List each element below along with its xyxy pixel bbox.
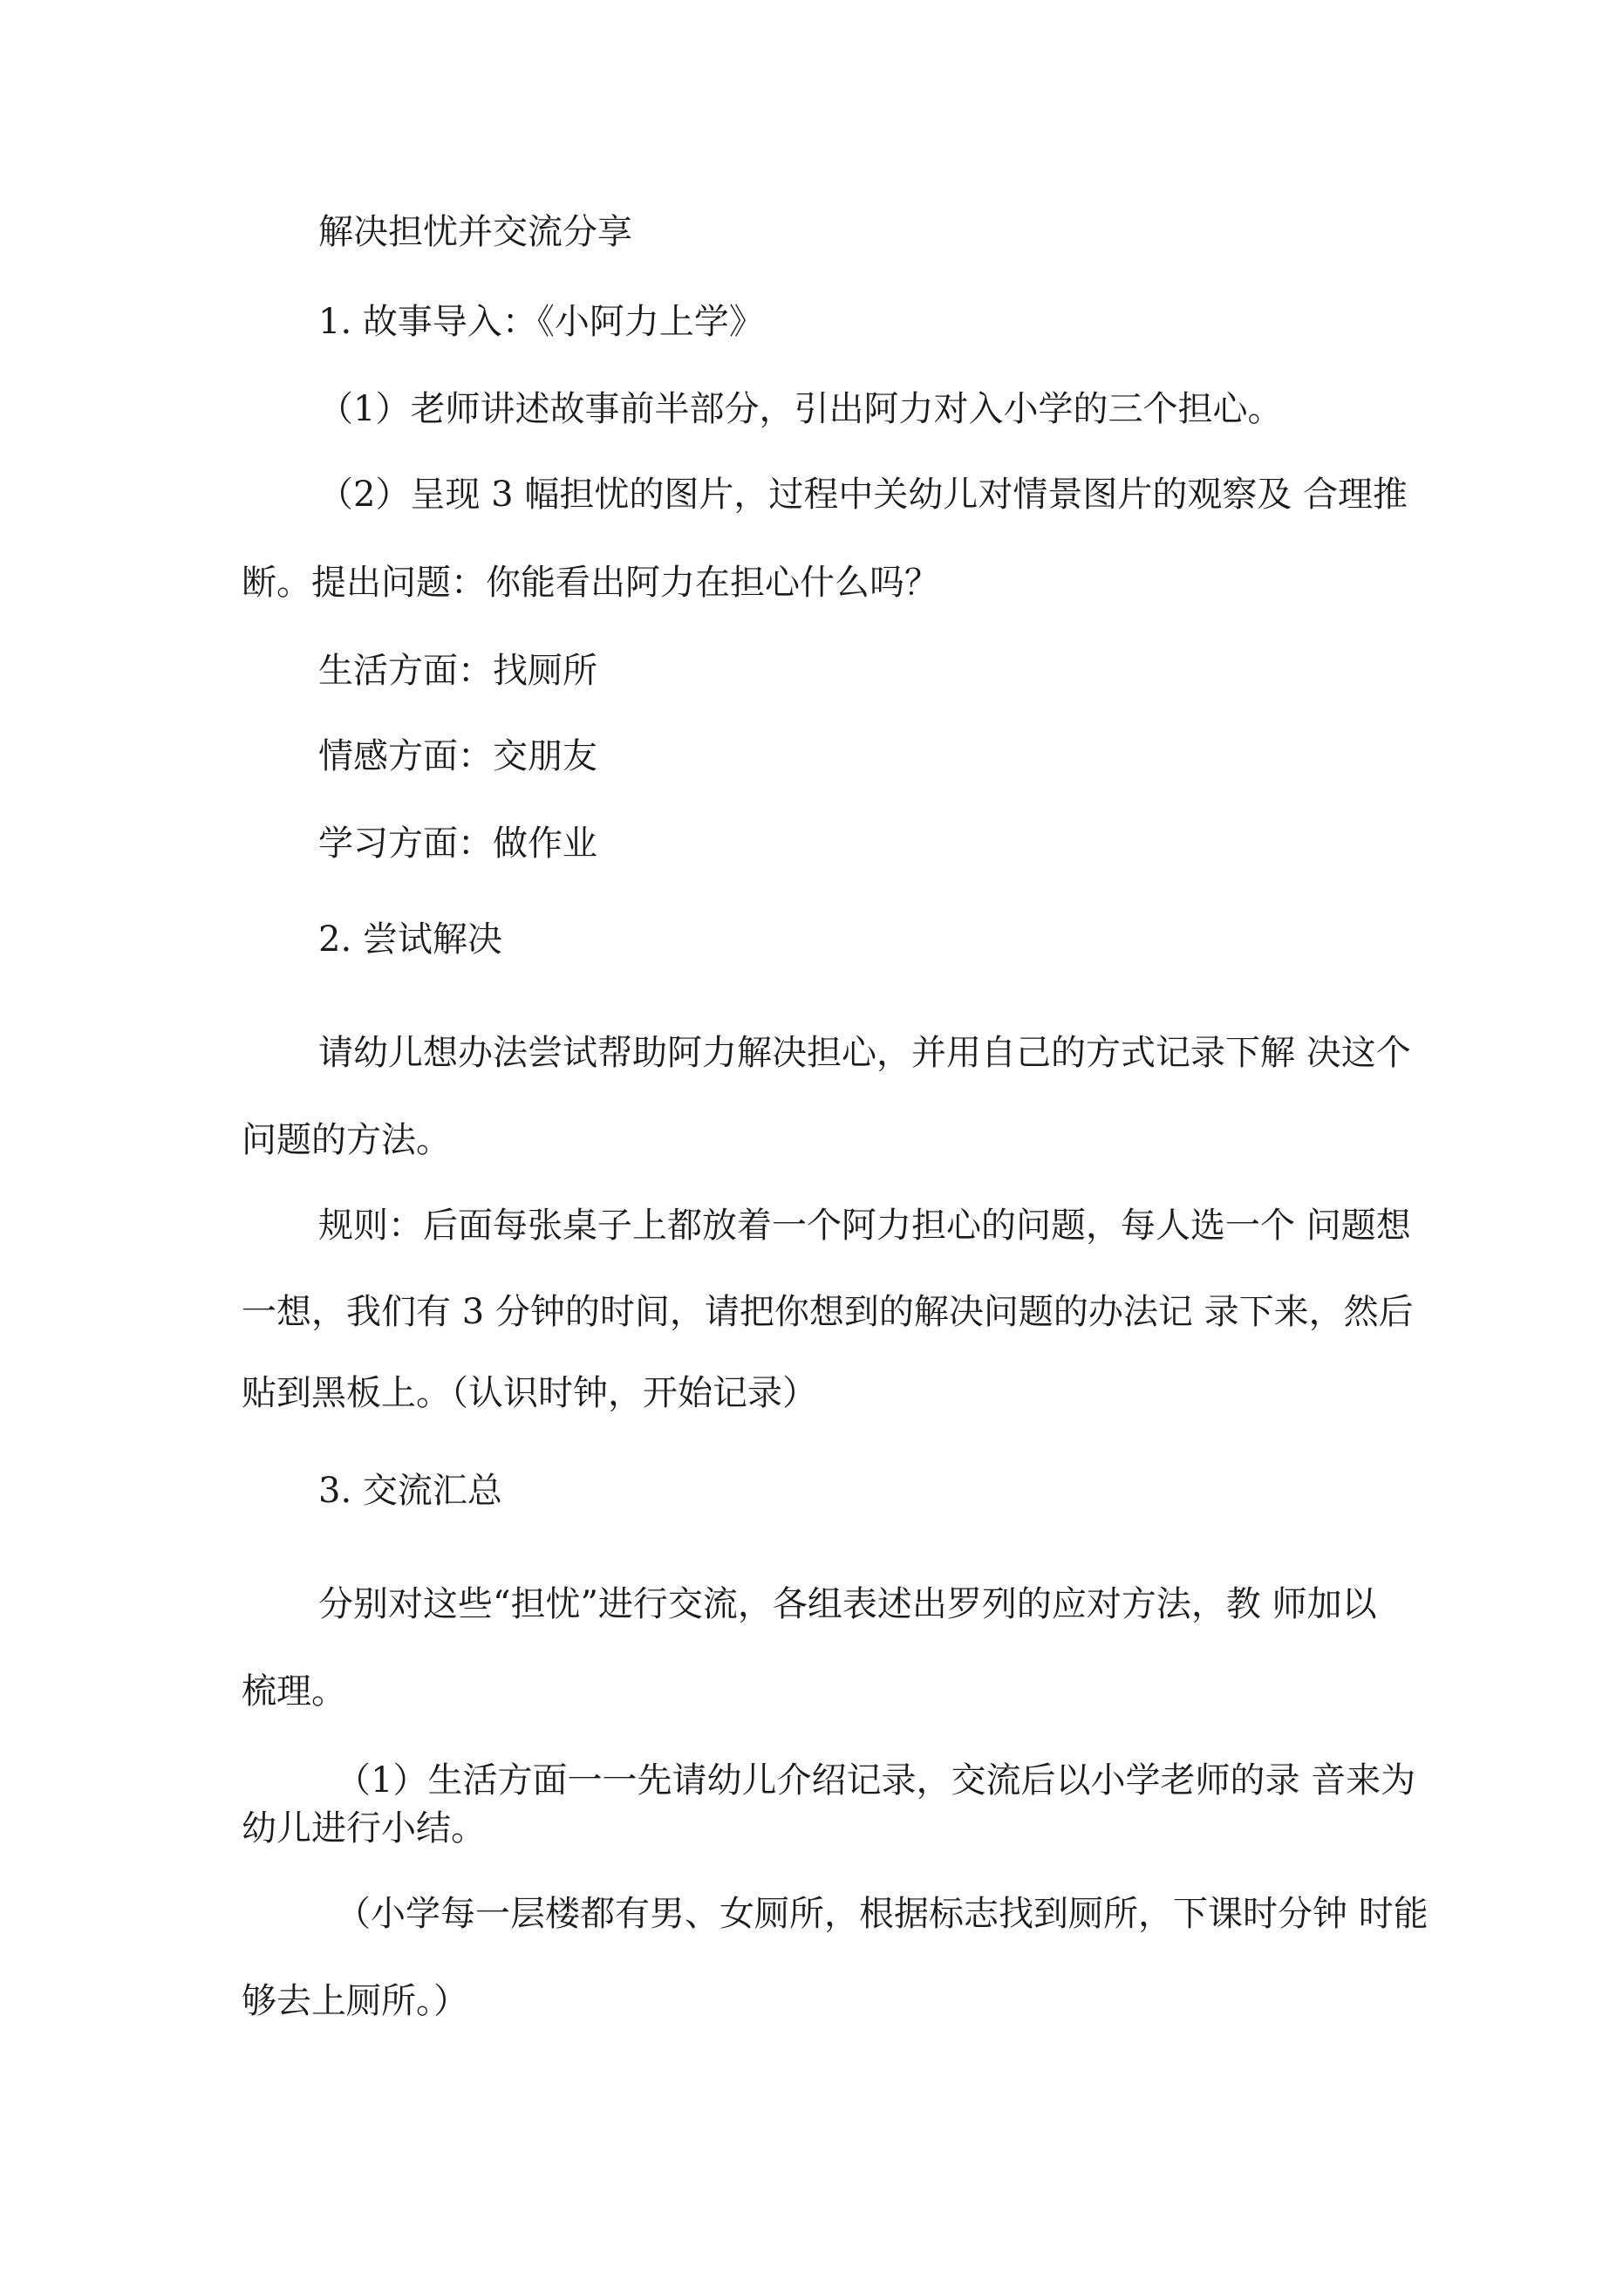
- section-3-title: 3. 交流汇总: [318, 1471, 502, 1511]
- section-3-item-1-line-1: （1）生活方面一一先请幼儿介绍记录，交流后以小学老师的录 音来为: [336, 1760, 1416, 1801]
- note-line-1: （小学每一层楼都有男、女厕所，根据标志找到厕所，下课时分钟 时能: [336, 1894, 1429, 1934]
- section-1-item-2-line-2: 断。提出问题：你能看出阿力在担心什么吗？: [242, 563, 939, 603]
- worry-study: 学习方面：做作业: [318, 823, 597, 864]
- section-1-title: 1. 故事导入：《小阿力上学》: [318, 302, 764, 342]
- section-3-para-line-1: 分别对这些“担忧”进行交流，各组表述出罗列的应对方法，教 师加以: [318, 1584, 1377, 1624]
- note-line-2: 够去上厕所。）: [242, 1981, 468, 2021]
- section-1-item-1: （1）老师讲述故事前半部分，引出阿力对入小学的三个担心。: [318, 389, 1283, 429]
- section-1-item-2-line-1: （2）呈现 3 幅担忧的图片，过程中关幼儿对情景图片的观察及 合理推: [318, 475, 1408, 515]
- rule-line-3: 贴到黑板上。（认识时钟，开始记录）: [242, 1373, 817, 1413]
- heading: 解决担忧并交流分享: [318, 212, 632, 252]
- worry-life: 生活方面：找厕所: [318, 651, 597, 691]
- rule-line-1: 规则：后面每张桌子上都放着一个阿力担心的问题，每人选一个 问题想: [318, 1206, 1411, 1246]
- section-3-item-1-line-2: 幼儿进行小结。: [242, 1808, 486, 1848]
- worry-emotion: 情感方面：交朋友: [318, 736, 597, 776]
- section-2-title: 2. 尝试解决: [318, 919, 502, 960]
- section-2-para-line-1: 请幼儿想办法尝试帮助阿力解决担心，并用自己的方式记录下解 决这个: [318, 1033, 1411, 1073]
- section-3-para-line-2: 梳理。: [242, 1671, 346, 1712]
- rule-line-2: 一想，我们有 3 分钟的时间，请把你想到的解决问题的办法记 录下来，然后: [242, 1292, 1414, 1332]
- section-2-para-line-2: 问题的方法。: [242, 1120, 451, 1160]
